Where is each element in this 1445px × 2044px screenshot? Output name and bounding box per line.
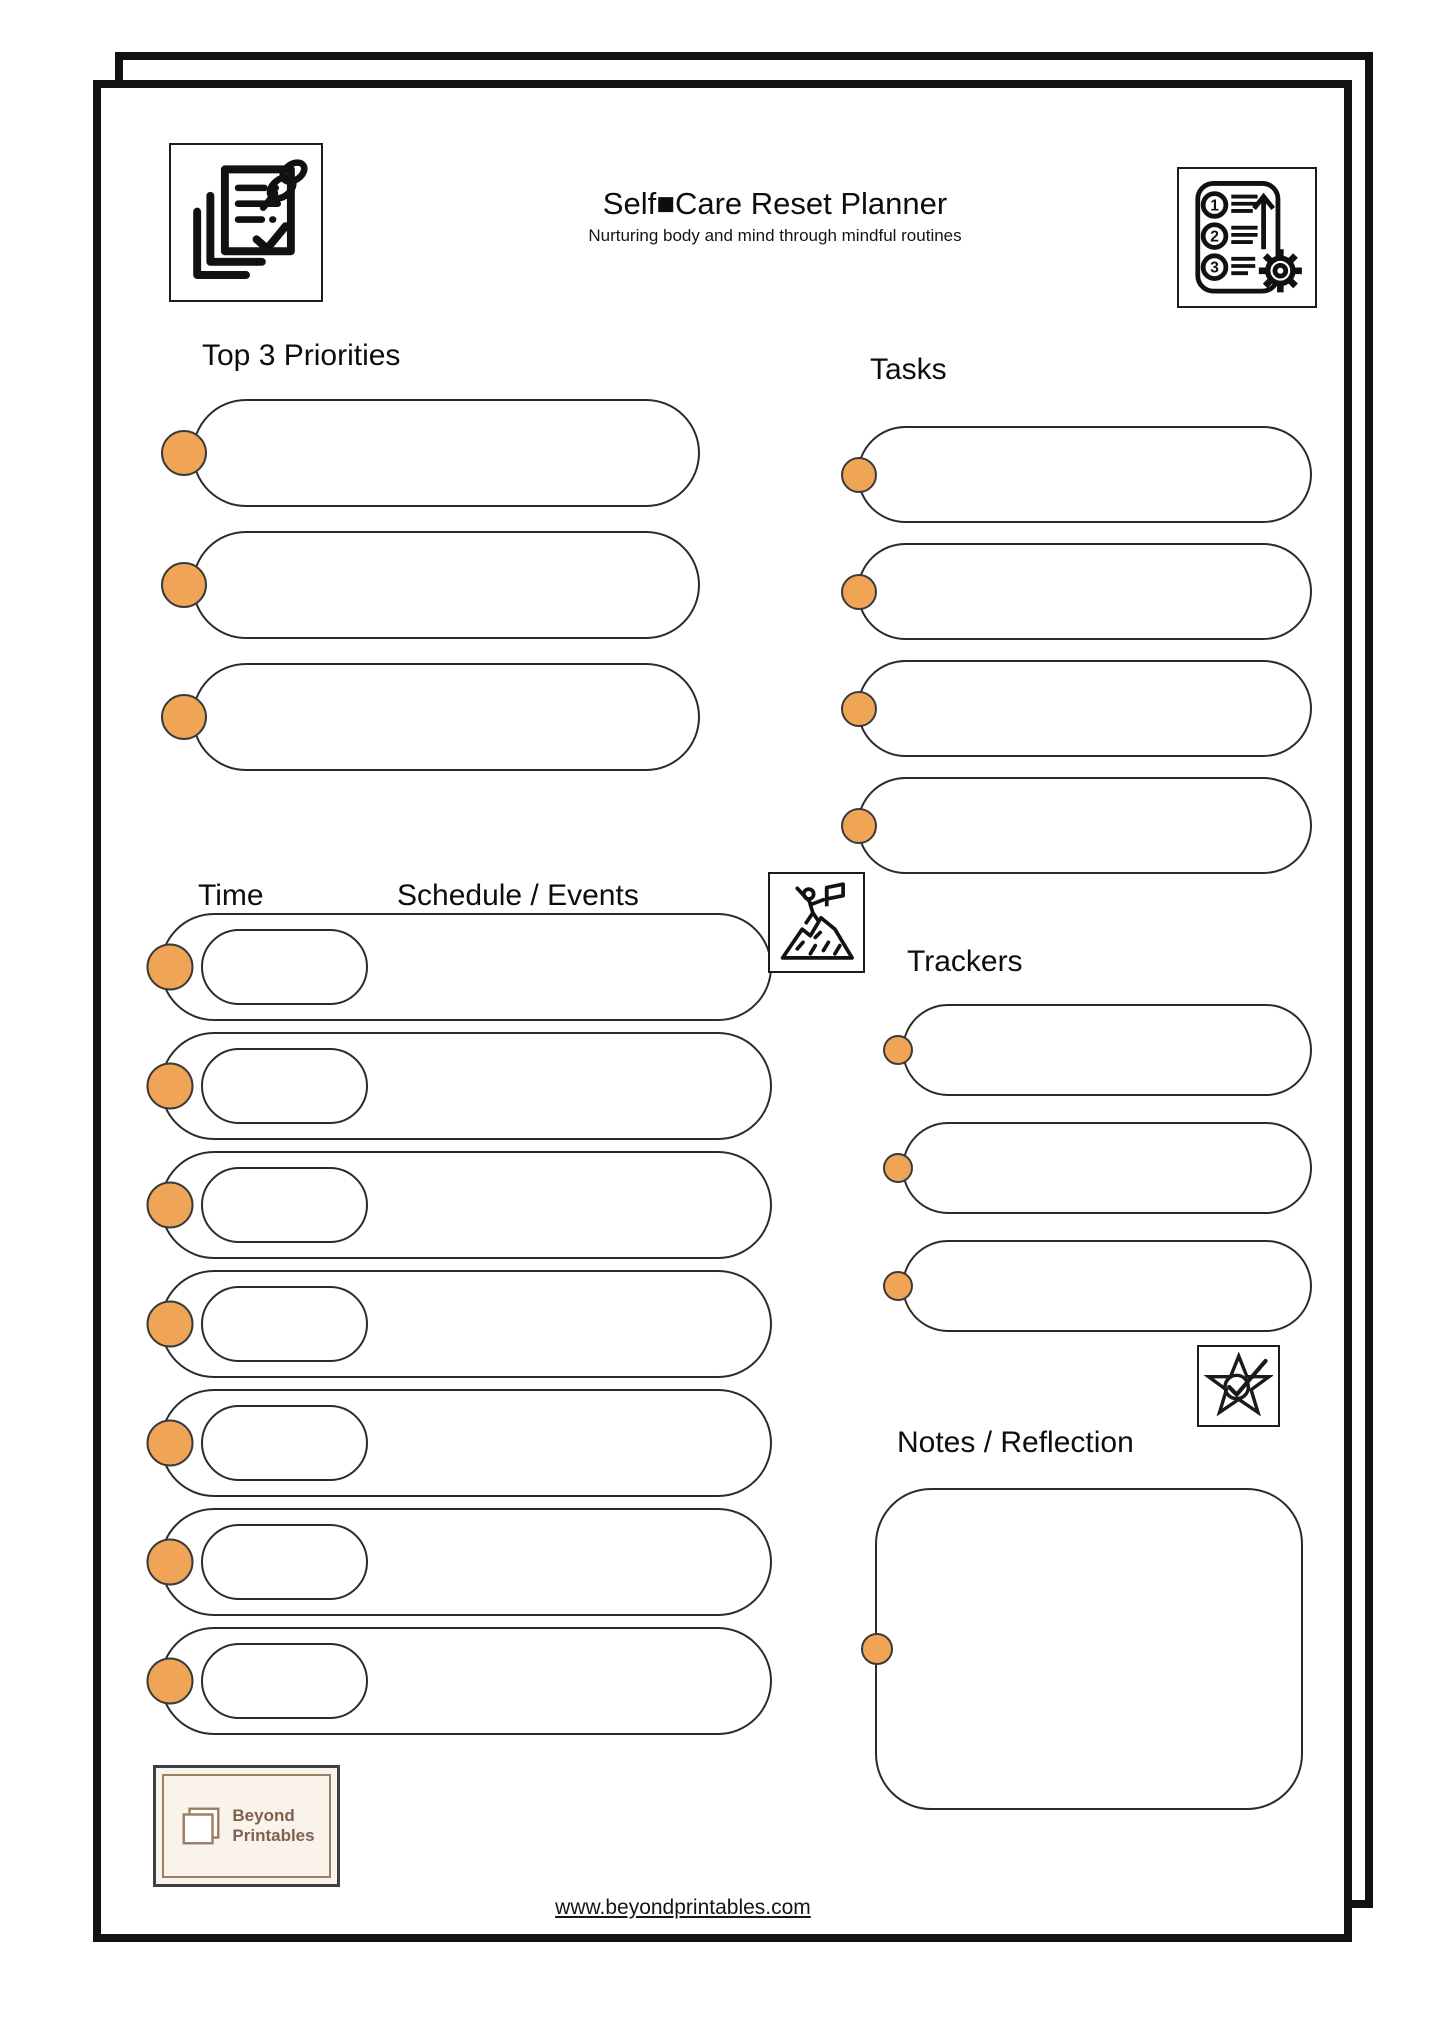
schedule-row[interactable]	[160, 1627, 772, 1735]
bullet-dot	[147, 1301, 194, 1348]
schedule-row[interactable]	[160, 1389, 772, 1497]
mountain-outline	[782, 918, 852, 958]
time-field[interactable]	[201, 1405, 368, 1481]
task-field[interactable]	[857, 777, 1312, 874]
pinned-checklist-glyph	[180, 154, 312, 290]
time-field[interactable]	[201, 1524, 368, 1600]
task-field[interactable]	[857, 426, 1312, 523]
priority-field[interactable]	[192, 399, 700, 507]
notes-heading: Notes / Reflection	[897, 1426, 1134, 1459]
svg-text:2: 2	[1210, 228, 1220, 246]
gear-glyph	[1259, 249, 1302, 292]
up-arrow	[1254, 197, 1273, 250]
stacked-pages-icon	[178, 1803, 224, 1849]
bullet-dot	[841, 691, 877, 727]
trackers-list	[902, 1004, 1312, 1332]
bullet-dot	[147, 1658, 194, 1705]
star-check-icon	[1197, 1345, 1280, 1427]
logo-content	[178, 1803, 314, 1849]
bullet-dot	[161, 430, 207, 476]
logo-line2: Printables	[232, 1826, 315, 1845]
time-field[interactable]	[201, 1643, 368, 1719]
pinned-checklist-icon	[169, 143, 323, 302]
priority-field[interactable]	[192, 663, 700, 771]
bullet-dot	[883, 1153, 913, 1183]
schedule-events-heading: Schedule / Events	[397, 879, 639, 912]
schedule-row[interactable]	[160, 1508, 772, 1616]
bullet-dot	[147, 1420, 194, 1467]
tracker-field[interactable]	[902, 1004, 1312, 1096]
time-field[interactable]	[201, 929, 368, 1005]
bullet-dot	[841, 457, 877, 493]
bullet-dot	[147, 1539, 194, 1586]
bullet-dot	[841, 574, 877, 610]
bullet-dot	[883, 1035, 913, 1065]
step-numbers	[1210, 198, 1219, 277]
bullet-dot	[147, 1063, 194, 1110]
logo-text	[232, 1806, 314, 1845]
schedule-row[interactable]	[160, 1032, 772, 1140]
trackers-heading: Trackers	[907, 945, 1023, 978]
priorities-list	[192, 399, 700, 771]
tracker-field[interactable]	[902, 1240, 1312, 1332]
page-subtitle: Nurturing body and mind through mindful routines	[588, 225, 962, 245]
page-title: Self■Care Reset Planner	[602, 186, 948, 221]
star-check-glyph	[1204, 1352, 1274, 1421]
task-field[interactable]	[857, 543, 1312, 640]
svg-text:1: 1	[1210, 197, 1220, 215]
mountain-climber-flag-icon	[768, 872, 865, 973]
numbered-list-gear-icon	[1177, 167, 1317, 308]
schedule-row[interactable]	[160, 913, 772, 1021]
bullet-dot	[861, 1633, 893, 1665]
tasks-heading: Tasks	[870, 353, 947, 386]
mountain-climber-glyph	[776, 880, 858, 965]
logo-line1: Beyond	[232, 1806, 295, 1826]
tracker-field[interactable]	[902, 1122, 1312, 1214]
bullet-dot	[161, 562, 207, 608]
schedule-row[interactable]	[160, 1270, 772, 1378]
time-field[interactable]	[201, 1048, 368, 1124]
priority-field[interactable]	[192, 531, 700, 639]
numbered-list-gear-glyph	[1187, 177, 1307, 298]
time-field[interactable]	[201, 1167, 368, 1243]
flag-glyph	[826, 884, 842, 906]
time-field[interactable]	[201, 1286, 368, 1362]
priorities-heading: Top 3 Priorities	[202, 339, 401, 372]
notes-area[interactable]	[875, 1488, 1303, 1810]
schedule-row[interactable]	[160, 1151, 772, 1259]
title-block	[445, 186, 1105, 246]
tasks-list	[857, 426, 1312, 874]
bullet-dot	[147, 944, 194, 991]
footer-website-link[interactable]: www.beyondprintables.com	[555, 1896, 811, 1919]
schedule-list	[160, 913, 772, 1735]
svg-text:3: 3	[1210, 259, 1220, 277]
task-field[interactable]	[857, 660, 1312, 757]
time-heading: Time	[198, 879, 264, 912]
bullet-dot	[841, 808, 877, 844]
bullet-dot	[883, 1271, 913, 1301]
bullet-dot	[161, 694, 207, 740]
beyond-printables-logo	[153, 1765, 340, 1887]
bullet-dot	[147, 1182, 194, 1229]
